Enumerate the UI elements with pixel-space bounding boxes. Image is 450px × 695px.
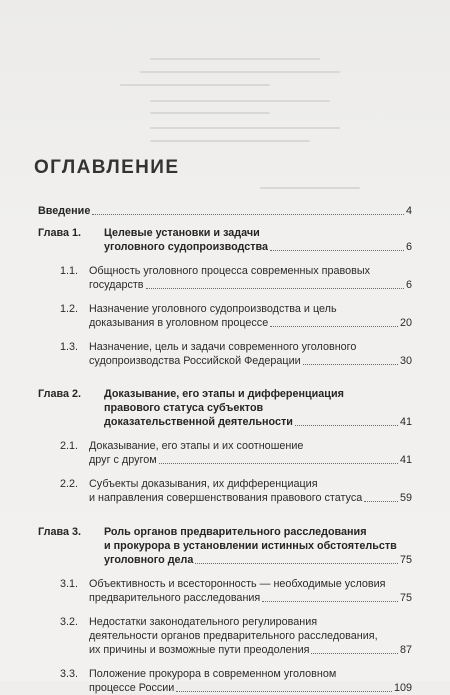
entry-number: Глава 3. xyxy=(38,525,81,538)
entry-line xyxy=(89,316,412,330)
entry-line xyxy=(104,553,412,567)
entry-text xyxy=(104,525,412,568)
entry-line xyxy=(104,525,412,539)
dot-leader xyxy=(364,501,398,502)
entry-line-text: предварительного расследования xyxy=(89,591,261,604)
page-number: 4 xyxy=(405,205,412,217)
entry-line xyxy=(104,415,412,429)
entry-line-text: друг с другом xyxy=(89,453,157,466)
page-number: 41 xyxy=(399,416,412,428)
entry-line-text: уголовного судопроизводства xyxy=(104,241,269,254)
entry-text xyxy=(104,387,412,430)
entry-line-text: судопроизводства Российской Федерации xyxy=(89,354,301,367)
entry-line xyxy=(104,240,412,254)
entry-line-text: Субъекты доказывания, их дифференциация xyxy=(89,477,318,490)
entry-line-text: доказывания в уголовном процессе xyxy=(89,317,269,329)
page-number: 59 xyxy=(399,491,412,504)
entry-number: Глава 2. xyxy=(38,387,81,400)
entry-number: 3.3. xyxy=(60,667,79,680)
entry-line-text: государств xyxy=(89,279,144,292)
entry-line-text: уголовного дела xyxy=(104,553,194,566)
entry-line-text: Доказывание, его этапы и их соотношение xyxy=(89,439,304,452)
entry-line xyxy=(89,681,412,695)
entry-line-text: и направления совершенствования правового статуса xyxy=(89,491,363,504)
entry-text xyxy=(104,226,412,254)
entry-text xyxy=(89,302,412,330)
entry-line-text: и прокурора в установлении истинных обстоятельств xyxy=(104,539,397,552)
entry-line xyxy=(104,539,412,553)
entry-line xyxy=(89,354,412,368)
entry-line-text: Положение прокурора в современном уголовном xyxy=(89,667,337,680)
entry-number: 3.2. xyxy=(60,615,79,628)
entry-number: Глава 1. xyxy=(38,227,81,239)
entry-number: 3.1. xyxy=(60,577,79,590)
dot-leader xyxy=(146,288,404,289)
entry-number: 1.2. xyxy=(60,302,79,315)
entry-line-text: деятельности органов предварительного расследования, xyxy=(89,629,378,642)
page-number: 75 xyxy=(399,553,412,566)
entry-line xyxy=(38,204,412,218)
entry-line xyxy=(104,226,412,240)
entry-line-text: Введение xyxy=(38,205,91,217)
entry-line xyxy=(89,615,412,629)
dot-leader xyxy=(311,653,398,654)
entry-line-text: Доказывание, его этапы и дифференциация xyxy=(104,387,344,400)
entry-number: 1.3. xyxy=(60,340,79,353)
entry-line-text: правового статуса субъектов xyxy=(104,401,264,414)
page-number: 87 xyxy=(399,643,412,656)
entry-line-text: Назначение уголовного судопроизводства и цель xyxy=(89,302,337,315)
entry-number: 2.2. xyxy=(60,477,79,490)
entry-line-text: Объективность и всесторонность — необходимые условия xyxy=(89,577,386,590)
entry-line xyxy=(89,453,412,467)
dot-leader xyxy=(159,463,398,464)
entry-text xyxy=(38,204,412,218)
entry-line xyxy=(89,278,412,292)
entry-text xyxy=(89,439,412,467)
entry-line-text: Недостатки законодательного регулирования xyxy=(89,615,318,628)
dot-leader xyxy=(195,563,398,564)
entry-line xyxy=(89,439,412,453)
entry-number: 2.1. xyxy=(60,439,79,452)
entry-line xyxy=(104,387,412,401)
dot-leader xyxy=(92,214,404,215)
entry-line-text: Роль органов предварительного расследования xyxy=(104,525,367,538)
entry-line-text: процессе России xyxy=(89,681,175,694)
page-number: 41 xyxy=(399,453,412,466)
page-number: 6 xyxy=(405,241,412,254)
entry-line-text: Общность уголовного процесса современных правовых xyxy=(89,264,370,277)
entry-line xyxy=(89,302,412,316)
entry-line xyxy=(89,491,412,505)
entry-line xyxy=(89,340,412,354)
dot-leader xyxy=(270,326,398,327)
entry-text xyxy=(89,340,412,368)
page-title: ОГЛАВЛЕНИЕ xyxy=(34,157,180,178)
entry-line xyxy=(89,667,412,681)
dot-leader xyxy=(262,601,398,602)
page-number: 20 xyxy=(399,317,412,329)
page-number: 109 xyxy=(393,681,412,694)
entry-line-text: Назначение, цель и задачи современного уголовного xyxy=(89,340,357,353)
entry-text xyxy=(89,477,412,505)
dot-leader xyxy=(295,425,398,426)
entry-line-text: их причины и возможные пути преодоления xyxy=(89,643,310,656)
entry-line-text: Целевые установки и задачи xyxy=(104,227,260,239)
page-number: 75 xyxy=(399,591,412,604)
dot-leader xyxy=(303,364,398,365)
page-number: 6 xyxy=(405,279,412,292)
entry-line xyxy=(89,591,412,605)
entry-line xyxy=(89,643,412,657)
entry-line xyxy=(89,477,412,491)
dot-leader xyxy=(176,691,392,692)
entry-text xyxy=(89,577,412,605)
entry-line-text: доказательственной деятельности xyxy=(104,416,293,428)
entry-line xyxy=(104,401,412,415)
entry-text xyxy=(89,615,412,658)
entry-line xyxy=(89,577,412,591)
entry-line xyxy=(89,264,412,278)
dot-leader xyxy=(270,250,404,251)
entry-number: 1.1. xyxy=(60,264,79,277)
page-number: 30 xyxy=(399,354,412,367)
entry-line xyxy=(89,629,412,643)
entry-text xyxy=(89,264,412,292)
